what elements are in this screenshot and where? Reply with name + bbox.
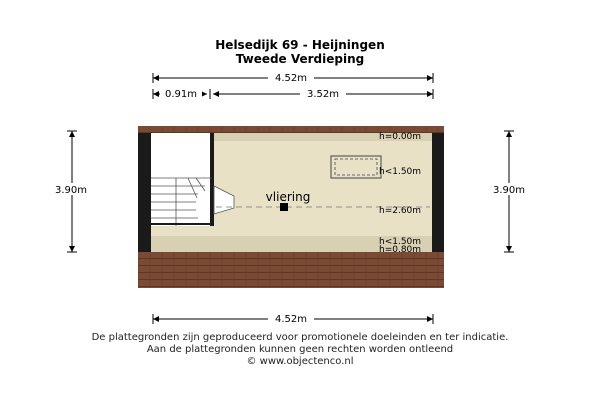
height-label-bottom: h=0.80m [379,245,422,255]
height-label-top: h=0.00m [379,132,422,142]
height-label-ridge: h=2.60m [379,206,422,216]
dimension-left-height [48,131,94,252]
roof-bottom [138,252,444,288]
floor-subtitle: Tweede Verdieping [235,52,365,66]
dimension-top-split [153,88,433,100]
dimension-left-height-label: 3.90m [54,185,88,196]
dimension-top-total-label: 4.52m [274,73,308,84]
wall-left [138,133,151,252]
wall-right [432,133,444,252]
height-label-lower: h<1.50m [379,237,422,247]
disclaimer-line-1: De plattegronden zijn geproduceerd voor promotionele doeleinden en ter indicatie. [91,332,509,343]
dimension-top-right-label: 3.52m [306,89,340,100]
dimension-top-left-label: 0.91m [164,89,198,100]
plan-title: Helsedijk 69 - Heijningen [215,38,385,52]
disclaimer-line-2: Aan de plattegronden kunnen geen rechten worden ontleend [146,344,454,355]
dimension-top-total [153,71,433,84]
dimension-right-height [486,131,532,252]
height-label-hatch: h<1.50m [379,167,422,177]
dimension-bottom-total-label: 4.52m [274,314,308,325]
copyright-line: © www.objectenco.nl [246,356,354,367]
light-fixture-icon [280,203,288,211]
dimension-bottom-total [153,312,433,325]
dimension-right-height-label: 3.90m [492,185,526,196]
room-label: vliering [265,190,311,204]
